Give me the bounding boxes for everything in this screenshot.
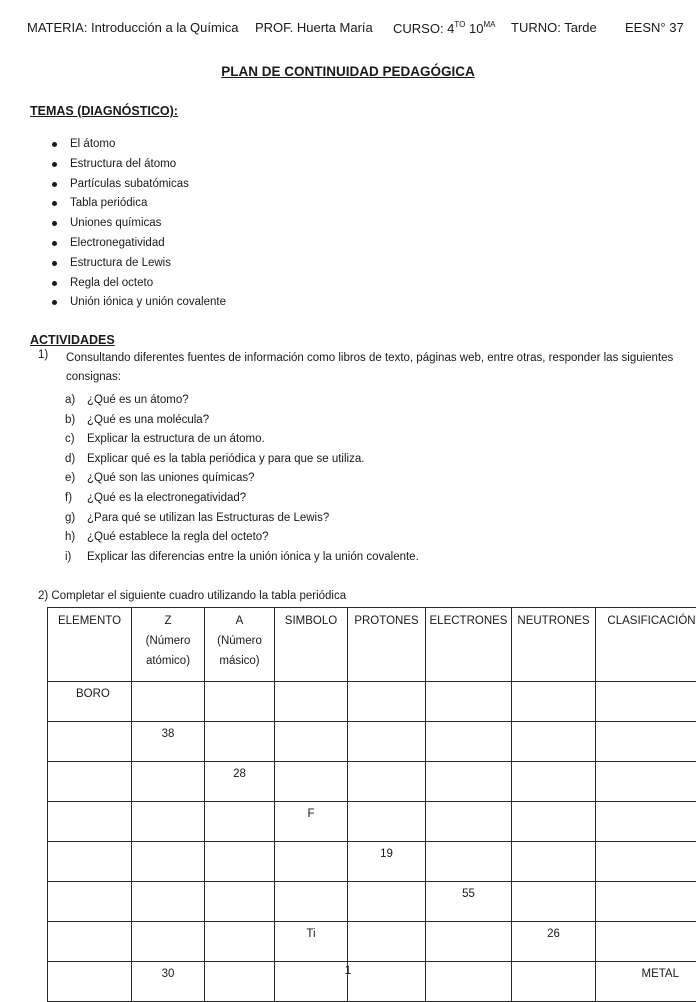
temas-list-item: Tabla periódica [50,195,226,215]
table-cell[interactable] [596,842,696,882]
table-cell[interactable] [596,802,696,842]
question-1-items [65,392,419,568]
question-1-number: 1) [38,349,48,361]
item-letter: d) [65,451,75,467]
periodic-table-worksheet [47,607,696,1002]
item-text: ¿Qué es una molécula? [87,414,209,426]
table-row [48,802,696,842]
table-cell[interactable] [132,762,205,802]
table-cell[interactable]: Ti [275,922,348,962]
item-letter: h) [65,529,75,545]
table-cell[interactable] [205,882,275,922]
temas-list-item: Regla del octeto [50,275,226,295]
page-number: 1 [0,963,696,977]
table-row [48,722,696,762]
item-text: ¿Para qué se utilizan las Estructuras de Lewis? [87,512,329,524]
table-cell[interactable] [205,722,275,762]
column-header-line: SIMBOLO [275,611,347,631]
table-cell[interactable] [205,842,275,882]
table-cell[interactable] [348,882,426,922]
header-curso [393,20,495,36]
column-header-line: A [205,611,274,631]
header-materia: MATERIA: Introducción a la Química [27,20,238,35]
item-text: ¿Qué es la electronegatividad? [87,492,246,504]
column-header-line: ELEMENTO [48,611,131,631]
item-text: Explicar la estructura de un átomo. [87,433,265,445]
table-cell[interactable] [48,842,132,882]
table-cell[interactable] [275,882,348,922]
table-cell[interactable] [512,762,596,802]
column-header-line: Z [132,611,204,631]
table-column-header [512,608,596,682]
question-1-item [65,529,419,549]
table-cell[interactable] [48,762,132,802]
table-cell[interactable]: 30 [132,962,205,1002]
question-1-item [65,510,419,530]
column-header-line: másico) [205,651,274,671]
table-cell[interactable] [48,882,132,922]
table-cell[interactable] [512,882,596,922]
header-curso-sup1: TO [454,20,465,29]
table-cell[interactable] [426,682,512,722]
table-cell[interactable] [348,762,426,802]
table-cell[interactable] [596,722,696,762]
table-row [48,762,696,802]
table-cell[interactable] [426,722,512,762]
temas-list-item: Estructura de Lewis [50,255,226,275]
table-column-header [48,608,132,682]
table-cell[interactable] [132,842,205,882]
temas-list-item: Estructura del átomo [50,156,226,176]
actividades-heading: ACTIVIDADES [30,333,115,347]
table-cell[interactable]: METAL [596,962,696,1002]
item-letter: b) [65,412,75,428]
table-cell[interactable] [132,682,205,722]
item-text: ¿Qué establece la regla del octeto? [87,531,269,543]
question-1-text: Consultando diferentes fuentes de información como libros de texto, páginas web, entre otras, responder las siguientes consignas: [66,349,686,387]
question-1-item [65,470,419,490]
temas-list-item: El átomo [50,136,226,156]
column-header-line: (Número [132,631,204,651]
table-row [48,922,696,962]
item-text: ¿Qué es un átomo? [87,394,189,406]
item-letter: c) [65,431,75,447]
header-curso-mid: 10 [465,21,483,36]
table-column-header [205,608,275,682]
column-header-line: CLASIFICACIÓN [596,611,696,631]
temas-list-item: Electronegatividad [50,235,226,255]
table-cell[interactable]: 19 [348,842,426,882]
table-cell[interactable]: 38 [132,722,205,762]
question-1-item [65,549,419,569]
table-cell[interactable] [512,842,596,882]
temas-list [50,136,226,314]
table-cell[interactable]: BORO [48,682,132,722]
table-cell[interactable] [426,922,512,962]
table-column-header [426,608,512,682]
table-cell[interactable] [48,802,132,842]
table-body [48,682,696,1002]
column-header-line: PROTONES [348,611,425,631]
table-cell[interactable] [275,682,348,722]
table-cell[interactable] [132,802,205,842]
table-cell[interactable] [275,842,348,882]
table-cell[interactable] [596,682,696,722]
table-cell[interactable] [348,722,426,762]
question-1-item [65,431,419,451]
item-text: ¿Qué son las uniones químicas? [87,472,254,484]
table-cell[interactable] [205,802,275,842]
column-header-line: (Número [205,631,274,651]
table-cell[interactable] [596,882,696,922]
page-title: PLAN DE CONTINUIDAD PEDAGÓGICA [0,64,696,79]
header-profesor: PROF. Huerta María [255,20,373,35]
item-letter: e) [65,470,75,486]
question-1-item [65,451,419,471]
item-letter: a) [65,392,75,408]
table-column-header [275,608,348,682]
table-cell[interactable] [512,802,596,842]
column-header-line: ELECTRONES [426,611,511,631]
table-column-header [596,608,696,682]
table-cell[interactable]: 28 [205,762,275,802]
table-cell[interactable] [48,722,132,762]
table-cell[interactable] [275,762,348,802]
table-cell[interactable] [132,882,205,922]
item-text: Explicar las diferencias entre la unión iónica y la unión covalente. [87,551,419,563]
table-cell[interactable] [348,922,426,962]
table-cell[interactable] [426,842,512,882]
table-cell[interactable] [596,762,696,802]
table-row [48,882,696,922]
item-text: Explicar qué es la tabla periódica y para que se utiliza. [87,453,364,465]
table-cell[interactable]: 26 [512,922,596,962]
table-header-row [48,608,696,682]
header-curso-sup2: MA [483,20,495,29]
header-turno: TURNO: Tarde [511,20,597,35]
table-cell[interactable] [205,682,275,722]
temas-list-item: Unión iónica y unión covalente [50,294,226,314]
table-row [48,842,696,882]
table-cell[interactable] [596,922,696,962]
header-curso-prefix: CURSO: 4 [393,21,454,36]
question-1-item [65,392,419,412]
table-cell[interactable] [205,922,275,962]
table-cell[interactable] [426,802,512,842]
temas-list-item: Uniones químicas [50,215,226,235]
table-cell[interactable]: 55 [426,882,512,922]
temas-list-item: Partículas subatómicas [50,176,226,196]
table-cell[interactable]: F [275,802,348,842]
table-cell[interactable] [348,682,426,722]
header-escuela: EESN° 37 [625,20,684,35]
item-letter: f) [65,490,72,506]
table-cell[interactable] [426,762,512,802]
table-column-header [348,608,426,682]
question-1-item [65,490,419,510]
column-header-line: NEUTRONES [512,611,595,631]
question-2-text: 2) Completar el siguiente cuadro utilizando la tabla periódica [38,590,346,602]
item-letter: i) [65,549,71,565]
table-row [48,682,696,722]
table-cell[interactable] [512,722,596,762]
question-1-item [65,412,419,432]
table-column-header [132,608,205,682]
table-cell[interactable] [512,682,596,722]
table-cell[interactable] [48,922,132,962]
table-cell[interactable] [132,922,205,962]
table-cell[interactable] [275,722,348,762]
column-header-line: atómico) [132,651,204,671]
table-cell[interactable] [348,802,426,842]
item-letter: g) [65,510,75,526]
temas-heading: TEMAS (DIAGNÓSTICO): [30,104,178,118]
